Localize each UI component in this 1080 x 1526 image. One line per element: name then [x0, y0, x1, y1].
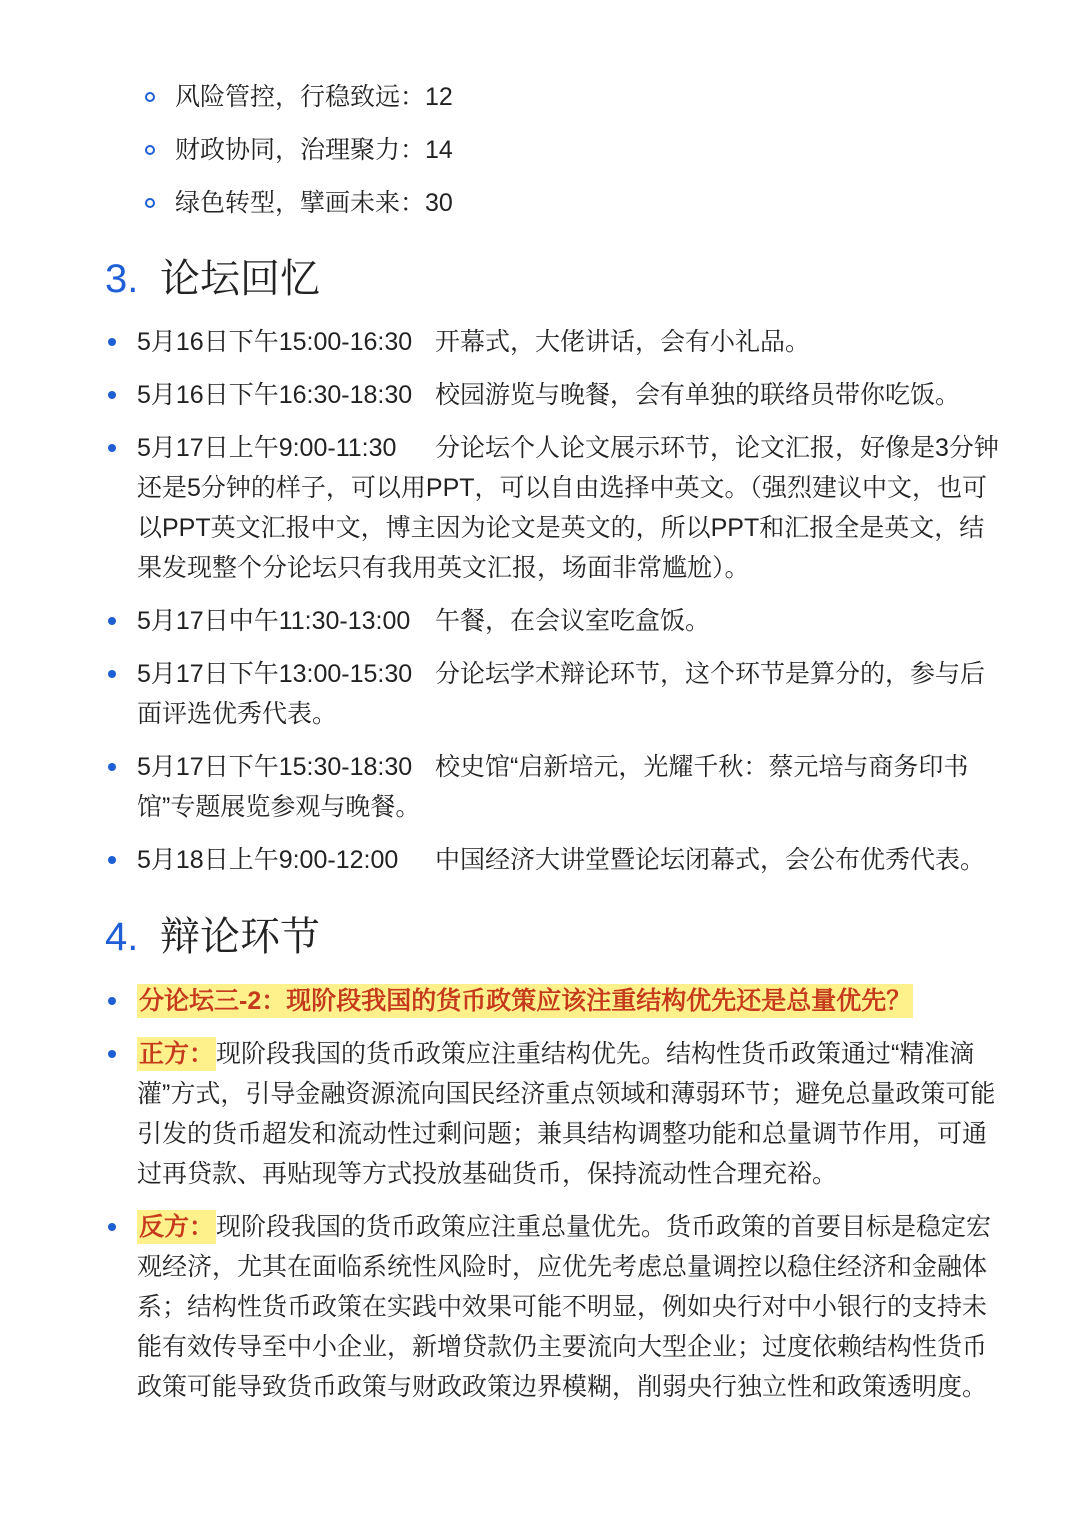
schedule-description: 校园游览与晚餐，会有单独的联络员带你吃饭。	[435, 381, 961, 409]
section-number: 3.	[105, 257, 139, 301]
section-title: 辩论环节	[160, 915, 320, 959]
schedule-description: 分论坛学术辩论环节，这个环节是算分的，参与后面评选优秀代表。	[137, 660, 986, 728]
section-number: 4.	[105, 915, 139, 959]
debate-topic-item	[0, 981, 1000, 1021]
hollow-circle-bullet-icon	[145, 92, 155, 102]
sub-list-item	[0, 183, 1000, 223]
sub-item-list	[0, 77, 1080, 223]
bullet-dot-icon	[108, 997, 116, 1005]
debate-topic: 分论坛三-2：现阶段我国的货币政策应该注重结构优先还是总量优先？	[137, 984, 913, 1018]
hollow-circle-bullet-icon	[145, 145, 155, 155]
bullet-dot-icon	[108, 1050, 116, 1058]
bullet-dot-icon	[108, 763, 116, 771]
schedule-time: 5月17日中午11:30-13:00	[137, 607, 411, 635]
schedule-time: 5月16日下午16:30-18:30	[137, 381, 413, 409]
schedule-time: 5月17日下午13:00-15:30	[137, 660, 413, 688]
bullet-dot-icon	[108, 670, 116, 678]
bullet-dot-icon	[108, 338, 116, 346]
schedule-list	[0, 322, 1080, 880]
schedule-description: 校史馆“启新培元，光耀千秋：蔡元培与商务印书馆”专题展览参观与晚餐。	[137, 753, 969, 821]
schedule-item	[0, 428, 1000, 588]
bullet-dot-icon	[108, 444, 116, 452]
schedule-item	[0, 601, 1000, 641]
schedule-description: 开幕式，大佬讲话，会有小礼品。	[435, 328, 811, 356]
schedule-description: 中国经济大讲堂暨论坛闭幕式，会公布优秀代表。	[435, 846, 986, 874]
sub-list-item	[0, 130, 1000, 170]
pro-side-label: 正方：	[137, 1037, 216, 1071]
sub-item-text: 风险管控，行稳致远：12	[175, 83, 453, 111]
debate-pro-item	[0, 1034, 1000, 1194]
debate-con-item	[0, 1207, 1000, 1407]
schedule-item	[0, 654, 1000, 734]
hollow-circle-bullet-icon	[145, 198, 155, 208]
schedule-time: 5月17日下午15:30-18:30	[137, 753, 413, 781]
pro-side-argument: 现阶段我国的货币政策应注重结构优先。结构性货币政策通过“精准滴灌”方式，引导金融资源流向国民经济重点领域和薄弱环节；避免总量政策可能引发的货币超发和流动性过剩问题；兼具结构调整功能和总量调节作用，可通过再贷款、再贴现等方式投放基础货币，保持流动性合理充裕。	[137, 1040, 996, 1188]
bullet-dot-icon	[108, 1223, 116, 1231]
section-title: 论坛回忆	[160, 257, 320, 301]
schedule-time: 5月18日上午9:00-12:00	[137, 846, 399, 874]
sub-item-text: 财政协同，治理聚力：14	[175, 136, 453, 164]
schedule-description: 午餐，在会议室吃盒饭。	[435, 607, 711, 635]
con-side-argument: 现阶段我国的货币政策应注重总量优先。货币政策的首要目标是稳定宏观经济，尤其在面临系统性风险时，应优先考虑总量调控以稳住经济和金融体系；结构性货币政策在实践中效果可能不明显，例如央行对中小银行的支持未能有效传导至中小企业，新增贷款仍主要流向大型企业；过度依赖结构性货币政策可能导致货币政策与财政政策边界模糊，削弱央行独立性和政策透明度。	[137, 1213, 992, 1401]
bullet-dot-icon	[108, 391, 116, 399]
bullet-dot-icon	[108, 856, 116, 864]
schedule-item	[0, 747, 1000, 827]
debate-list	[0, 981, 1080, 1407]
schedule-time: 5月17日上午9:00-11:30	[137, 434, 397, 462]
section-heading-forum-recap	[0, 251, 1080, 307]
sub-list-item	[0, 77, 1000, 117]
schedule-description: 分论坛个人论文展示环节，论文汇报，好像是3分钟还是5分钟的样子，可以用PPT，可以自由选择中英文。（强烈建议中文，也可以PPT英文汇报中文，博主因为论文是英文的，所以PPT和汇报全是英文，结果发现整个分论坛只有我用英文汇报，场面非常尴尬）。	[137, 434, 999, 582]
schedule-time: 5月16日下午15:00-16:30	[137, 328, 413, 356]
schedule-item	[0, 322, 1000, 362]
sub-item-text: 绿色转型，擘画未来：30	[175, 189, 453, 217]
schedule-item	[0, 375, 1000, 415]
bullet-dot-icon	[108, 617, 116, 625]
con-side-label: 反方：	[137, 1210, 216, 1244]
section-heading-debate	[0, 909, 1080, 965]
schedule-item	[0, 840, 1000, 880]
